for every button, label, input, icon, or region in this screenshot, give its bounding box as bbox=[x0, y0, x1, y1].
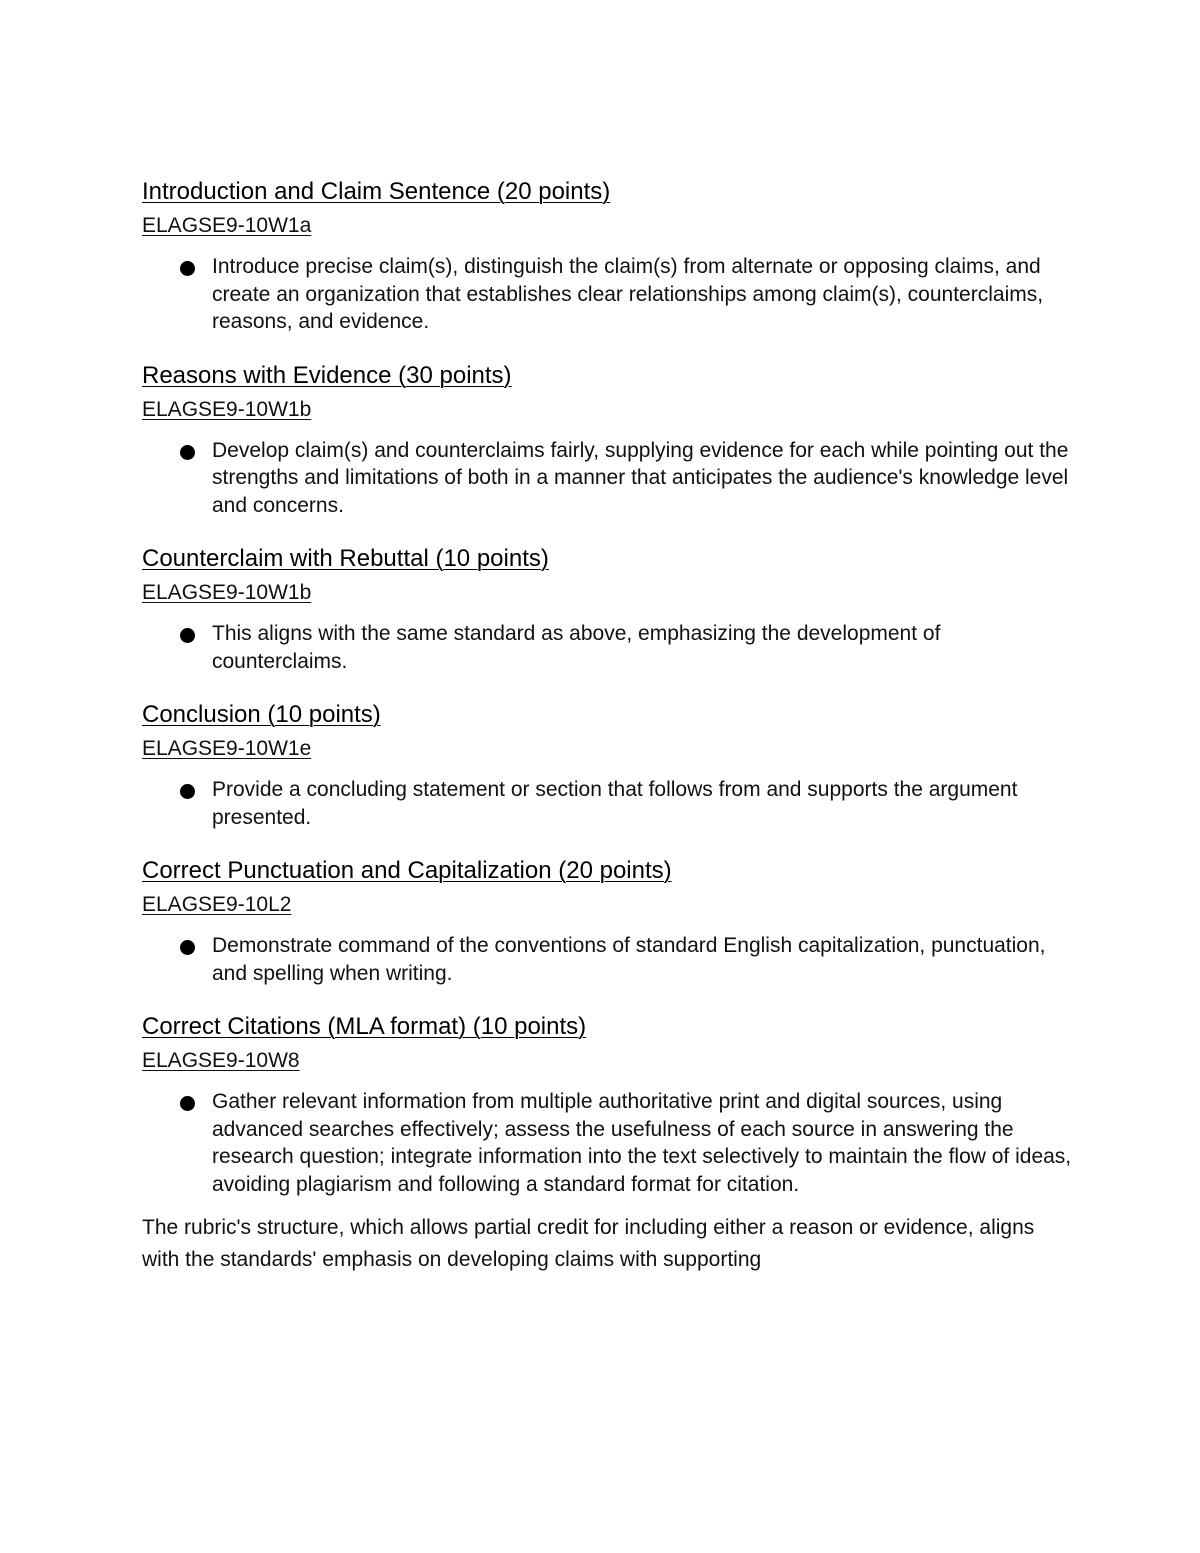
bullet-text: This aligns with the same standard as above, emphasizing the development of counterclaims. bbox=[212, 622, 941, 673]
list-item bbox=[174, 620, 1072, 675]
bullet-list bbox=[142, 620, 1072, 675]
bullet-icon bbox=[180, 784, 195, 799]
list-item bbox=[174, 437, 1072, 520]
bullet-text: Introduce precise claim(s), distinguish the claim(s) from alternate or opposing claims, and create an organization that establishes clear relationships among claim(s), counterclaims, reasons, and evidence. bbox=[212, 255, 1044, 333]
bullet-text: Demonstrate command of the conventions of standard English capitalization, punctuation, and spelling when writing. bbox=[212, 934, 1046, 985]
rubric-section-punctuation bbox=[142, 855, 1072, 987]
bullet-text: Provide a concluding statement or section that follows from and supports the argument presented. bbox=[212, 778, 1018, 829]
bullet-icon bbox=[180, 1096, 195, 1111]
bullet-icon bbox=[180, 940, 195, 955]
standard-code: ELAGSE9-10W1a bbox=[142, 214, 312, 237]
section-heading: Counterclaim with Rebuttal (10 points) bbox=[142, 545, 549, 572]
bullet-list bbox=[142, 437, 1072, 520]
closing-paragraph: The rubric's structure, which allows partial credit for including either a reason or evidence, aligns with the standards' emphasis on developing claims with supporting bbox=[142, 1216, 1035, 1271]
rubric-section-conclusion bbox=[142, 699, 1072, 831]
bullet-text: Develop claim(s) and counterclaims fairly, supplying evidence for each while pointing out the strengths and limitations of both in a manner that anticipates the audience's knowledge level and concerns. bbox=[212, 438, 1069, 517]
section-heading: Reasons with Evidence (30 points) bbox=[142, 361, 512, 389]
list-item bbox=[174, 932, 1072, 987]
rubric-section-reasons bbox=[142, 360, 1072, 520]
bullet-list bbox=[142, 1088, 1072, 1198]
section-heading: Introduction and Claim Sentence (20 points) bbox=[142, 178, 611, 205]
list-item bbox=[174, 253, 1072, 336]
bullet-icon bbox=[180, 261, 195, 276]
bullet-text: Gather relevant information from multiple authoritative print and digital sources, using advanced searches effectively; assess the usefulness of each source in answering the research question; integrate information into the text selectively to maintain the flow of ideas, avoiding plagiarism and following a standard format for citation. bbox=[212, 1090, 1072, 1196]
bullet-list bbox=[142, 253, 1072, 336]
document-content bbox=[142, 176, 1072, 1276]
rubric-section-introduction bbox=[142, 176, 1072, 336]
list-item bbox=[174, 1088, 1072, 1198]
bullet-icon bbox=[180, 445, 195, 460]
section-heading: Correct Punctuation and Capitalization (20 points) bbox=[142, 857, 672, 884]
standard-code: ELAGSE9-10W8 bbox=[142, 1049, 300, 1072]
rubric-section-citations bbox=[142, 1011, 1072, 1198]
section-heading: Conclusion (10 points) bbox=[142, 701, 381, 728]
standard-code: ELAGSE9-10W1e bbox=[142, 737, 312, 760]
rubric-section-counterclaim bbox=[142, 543, 1072, 675]
standard-code: ELAGSE9-10W1b bbox=[142, 581, 312, 604]
section-heading: Correct Citations (MLA format) (10 points) bbox=[142, 1013, 587, 1040]
standard-code: ELAGSE9-10W1b bbox=[142, 397, 312, 421]
bullet-list bbox=[142, 932, 1072, 987]
list-item bbox=[174, 776, 1072, 831]
standard-code: ELAGSE9-10L2 bbox=[142, 893, 292, 916]
bullet-icon bbox=[180, 628, 195, 643]
bullet-list bbox=[142, 776, 1072, 831]
